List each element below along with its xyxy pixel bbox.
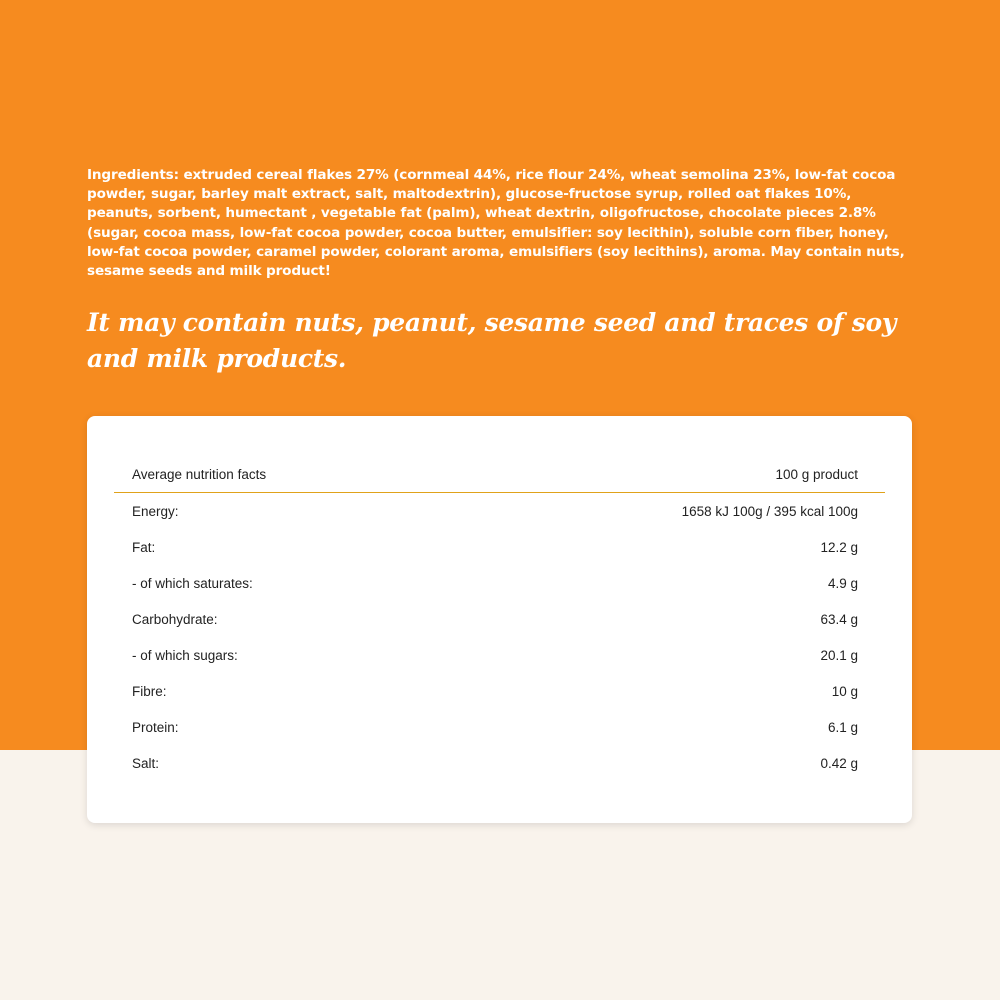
nutrition-row-label: - of which sugars: — [132, 647, 238, 663]
nutrition-row-fat — [114, 529, 885, 565]
nutrition-row-value: 10 g — [831, 683, 858, 699]
nutrition-table — [114, 456, 885, 781]
nutrition-row-label: - of which saturates: — [132, 575, 253, 591]
nutrition-row-value: 6.1 g — [827, 719, 858, 735]
nutrition-row-label: Salt: — [132, 755, 160, 771]
nutrition-card — [87, 416, 912, 823]
nutrition-row-label: Carbohydrate: — [132, 611, 218, 627]
nutrition-header-value: 100 g product — [775, 466, 858, 482]
nutrition-row-saturates — [114, 565, 885, 601]
nutrition-row-protein — [114, 709, 885, 745]
product-info-section — [87, 166, 913, 377]
nutrition-row-value: 0.42 g — [820, 755, 858, 771]
nutrition-row-sugars — [114, 637, 885, 673]
nutrition-row-label: Fat: — [132, 539, 156, 555]
nutrition-row-value: 63.4 g — [820, 611, 858, 627]
nutrition-row-value: 20.1 g — [820, 647, 858, 663]
nutrition-row-label: Protein: — [132, 719, 179, 735]
nutrition-header-row — [114, 456, 885, 493]
nutrition-row-value: 4.9 g — [827, 575, 858, 591]
nutrition-header-label: Average nutrition facts — [132, 466, 267, 482]
allergen-note: It may contain nuts, peanut, sesame seed and traces of soy and milk products. — [87, 308, 897, 374]
nutrition-row-carbohydrate — [114, 601, 885, 637]
nutrition-row-value: 1658 kJ 100g / 395 kcal 100g — [681, 503, 858, 519]
nutrition-row-label: Energy: — [132, 503, 179, 519]
nutrition-row-value: 12.2 g — [820, 539, 858, 555]
nutrition-row-energy — [114, 493, 885, 529]
ingredients-text: Ingredients: extruded cereal flakes 27% (cornmeal 44%, rice flour 24%, wheat semolina 23%, low-fat cocoa powder, sugar, barley malt extract, salt, maltodextrin), glucose-fructose syrup, rolled oat flakes 10%, peanuts, sorbent, humectant , vegetable fat (palm), wheat dextrin, oligofructose, chocolate pieces 2.8% (sugar, cocoa mass, low-fat cocoa powder, cocoa butter, emulsifier: soy lecithin), soluble corn fiber, honey, low-fat cocoa powder, caramel powder, colorant aroma, emulsifiers (soy lecithins), aroma. May contain nuts, sesame seeds and milk product! — [87, 167, 905, 280]
nutrition-row-fibre — [114, 673, 885, 709]
nutrition-row-label: Fibre: — [132, 683, 167, 699]
nutrition-row-salt — [114, 745, 885, 781]
